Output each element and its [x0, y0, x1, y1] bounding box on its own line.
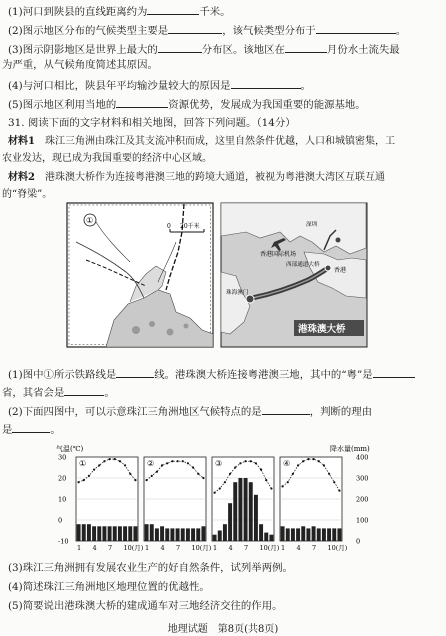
- precip-bar: [249, 482, 253, 541]
- month-tick-label: 7: [176, 544, 181, 552]
- q2-text: (2)图示地区分布的气候类型主要是: [8, 25, 169, 37]
- temp-point: [297, 464, 299, 466]
- precip-bar: [213, 535, 217, 541]
- temp-axis-title: 气温(℃): [56, 445, 84, 453]
- temp-tick-label: 10: [58, 495, 67, 504]
- temp-tick-label: 20: [58, 474, 67, 483]
- temp-tick-label: 0: [58, 516, 63, 525]
- precip-bar: [296, 528, 300, 541]
- temp-point: [318, 460, 320, 462]
- precip-tick-label: 400: [356, 453, 369, 462]
- q31-2-text: (2)下面四图中，可以示意珠江三角洲地区气候特点的是: [8, 406, 262, 418]
- temp-point: [129, 473, 131, 475]
- month-tick-label: 1: [145, 544, 150, 552]
- q3-text-mid: 分布区。该地区在: [201, 44, 285, 56]
- precip-bar: [269, 535, 273, 541]
- temp-point: [281, 485, 283, 487]
- temp-point: [202, 477, 204, 479]
- q31-1-text: (1)图中①所示铁路线是: [8, 369, 117, 381]
- precip-bar: [123, 526, 127, 541]
- month-tick-label: 7: [244, 544, 249, 552]
- q-line-4: 为严重，从气候角度简述其原因。: [2, 59, 158, 71]
- month-tick-label: 1: [77, 544, 82, 552]
- q31-5: (5)简要说出港珠澳大桥的建成通车对三地经济交往的作用。: [8, 600, 283, 612]
- precip-tick-label: 200: [356, 495, 369, 504]
- precip-bar: [155, 528, 159, 541]
- precip-bar: [170, 528, 174, 541]
- temp-point: [134, 479, 136, 481]
- panel-label: ③: [215, 459, 223, 468]
- temp-point: [265, 479, 267, 481]
- precip-bar: [186, 528, 190, 541]
- precip-bar: [191, 528, 195, 541]
- precip-bar: [327, 528, 331, 541]
- temp-point: [161, 464, 163, 466]
- precip-bar: [317, 528, 321, 541]
- q31-1-line-2: [2, 384, 446, 400]
- temp-point: [108, 458, 110, 460]
- temp-point: [229, 473, 231, 475]
- temp-point: [333, 481, 335, 483]
- precip-bar: [165, 528, 169, 541]
- material-1-line-2: 农业发达，现已成为我国重要的经济中心区域。: [2, 153, 212, 164]
- temp-point: [114, 458, 116, 460]
- q3-text: (3)图示阴影地区是世界上最大的: [8, 44, 158, 56]
- temp-point: [192, 466, 194, 468]
- temp-point: [270, 487, 272, 489]
- page-footer: 地理试题 第8页(共8页): [167, 624, 279, 635]
- precip-bar: [281, 526, 285, 541]
- q-line-3: [8, 41, 446, 57]
- answer-blank[interactable]: [262, 403, 310, 415]
- answer-blank[interactable]: [116, 96, 168, 108]
- scale-end-label: 20千米: [180, 223, 200, 230]
- temp-point: [182, 460, 184, 462]
- precip-bar: [118, 526, 122, 541]
- temp-point: [328, 473, 330, 475]
- panel-label: ②: [147, 459, 155, 468]
- answer-blank[interactable]: [116, 366, 154, 378]
- temp-point: [338, 490, 340, 492]
- temp-point: [213, 492, 215, 494]
- pearl-river-delta-maps: [66, 202, 368, 348]
- answer-blank[interactable]: [12, 421, 50, 433]
- temp-point: [307, 458, 309, 460]
- precip-bar: [286, 528, 290, 541]
- material-2-line-2: 的“脊梁”。: [2, 189, 53, 200]
- temp-point: [93, 469, 95, 471]
- q-line-1: [8, 3, 446, 19]
- q5-text: (5)图示地区利用当地的: [8, 99, 117, 111]
- precip-bar: [196, 528, 200, 541]
- airport-label: 香港国际机场: [260, 251, 297, 258]
- q31-2-line-2: [2, 421, 446, 437]
- precip-tick-label: 100: [356, 516, 369, 525]
- precip-bar: [181, 528, 185, 541]
- precip-axis-title: 降水量(mm): [330, 445, 370, 453]
- temp-point: [197, 473, 199, 475]
- temp-point: [224, 481, 226, 483]
- temp-point: [145, 479, 147, 481]
- period: 。: [395, 25, 407, 37]
- material-2-text: 港珠澳大桥作为连接粤港澳三地的跨境大通道，被视为粤港澳大湾区互联互通: [44, 172, 385, 183]
- q31-4: (4)简述珠江三角洲地区地理位置的优越性。: [8, 581, 210, 593]
- temp-point: [77, 481, 79, 483]
- answer-blank[interactable]: [158, 41, 202, 53]
- temp-point: [239, 462, 241, 464]
- railway-map: [67, 203, 213, 347]
- answer-blank[interactable]: [231, 77, 301, 89]
- period: 。: [50, 424, 61, 436]
- month-tick-label: 10(月): [191, 544, 212, 552]
- zhuhai-macao-label: 珠海澳门: [226, 290, 249, 296]
- temp-point: [287, 481, 289, 483]
- temp-point: [323, 464, 325, 466]
- month-tick-label: 10(月): [259, 544, 280, 552]
- answer-blank[interactable]: [147, 3, 199, 15]
- precip-bar: [77, 524, 81, 541]
- precip-bar: [218, 531, 222, 542]
- q-line-6: [8, 96, 446, 112]
- precip-bar: [337, 528, 341, 541]
- q31-3: (3)珠江三角洲拥有发展农业生产的好自然条件，试列举两例。: [8, 562, 293, 574]
- climate-panel: [212, 457, 280, 552]
- temp-point: [176, 460, 178, 462]
- precip-bar: [92, 526, 96, 541]
- month-tick-label: 4: [92, 544, 97, 552]
- material-1-line-1: [8, 135, 446, 149]
- precip-bar: [102, 526, 106, 541]
- month-tick-label: 4: [160, 544, 165, 552]
- climate-panel: [280, 457, 348, 552]
- temp-point: [292, 473, 294, 475]
- period: 。: [300, 80, 311, 92]
- precip-bar: [108, 526, 112, 541]
- month-tick-label: 10(月): [327, 544, 348, 552]
- precip-bar: [332, 528, 336, 541]
- precip-bar: [312, 526, 316, 541]
- precip-bar: [291, 528, 295, 541]
- climate-panel: [76, 457, 144, 552]
- precip-tick-label: 300: [356, 474, 369, 483]
- precip-bar: [306, 528, 310, 541]
- precip-bar: [301, 526, 305, 541]
- q31-2-line-1: [8, 403, 446, 419]
- precip-bar: [82, 524, 86, 541]
- temp-point: [171, 460, 173, 462]
- answer-blank[interactable]: [373, 366, 415, 378]
- material-2-line-1: [8, 171, 446, 185]
- railway-1-label: ①: [86, 216, 94, 225]
- temp-point: [219, 487, 221, 489]
- precip-bar: [150, 524, 154, 541]
- temp-point: [260, 469, 262, 471]
- temp-point: [103, 460, 105, 462]
- q-line-2: [8, 22, 446, 38]
- q1-unit: 千米。: [199, 6, 231, 18]
- q31-2-text-mid: ，判断的理由: [309, 406, 373, 418]
- temp-point: [302, 460, 304, 462]
- temp-point: [187, 462, 189, 464]
- q3-text-end: 月份水土流失最: [326, 44, 400, 56]
- scale-zero-label: 0: [167, 223, 171, 230]
- temp-point: [312, 458, 314, 460]
- temp-tick-label: -10: [58, 537, 69, 546]
- precip-bar: [133, 526, 137, 541]
- precip-bar: [259, 524, 263, 541]
- q5-text-end: 资源优势，发展成为我国重要的能源基地。: [168, 99, 366, 111]
- q31-1-text-mid: 线。港珠澳大桥连接粤港澳三地，其中的“粤”是: [154, 369, 373, 381]
- month-tick-label: 7: [108, 544, 113, 552]
- answer-blank[interactable]: [316, 22, 396, 34]
- month-tick-label: 10(月): [123, 544, 144, 552]
- q31-2-text-2: 是: [2, 424, 13, 436]
- temp-axis-ticks: [58, 454, 68, 546]
- answer-blank[interactable]: [64, 384, 104, 396]
- month-tick-label: 4: [228, 544, 233, 552]
- precip-bar: [254, 495, 258, 541]
- period: 。: [104, 387, 115, 399]
- precip-bar: [322, 528, 326, 541]
- panel-label: ④: [283, 459, 291, 468]
- temp-point: [244, 460, 246, 462]
- climate-charts: [54, 443, 380, 553]
- precip-bar: [223, 524, 227, 541]
- material-1-label: 材料1: [8, 136, 35, 147]
- precip-bar: [176, 528, 180, 541]
- material-2-label: 材料2: [8, 172, 35, 183]
- q4-text: (4)与河口相比，陕县年平均输沙量较大的原因是: [8, 80, 231, 92]
- temp-point: [88, 475, 90, 477]
- bridge-title-label: 港珠澳大桥: [298, 324, 346, 335]
- month-tick-label: 1: [213, 544, 218, 552]
- temp-point: [119, 460, 121, 462]
- precip-bar: [264, 533, 268, 541]
- month-tick-label: 7: [312, 544, 317, 552]
- q31-heading: 31. 阅读下面的文字材料和相关地图，回答下列问题。（14分）: [8, 117, 296, 129]
- shenzhen-label: 深圳: [306, 222, 318, 228]
- climate-panels: [76, 457, 348, 552]
- temp-point: [166, 462, 168, 464]
- q1-text: (1)河口到陕县的直线距离约为: [8, 6, 148, 18]
- precip-bar: [244, 478, 248, 541]
- q-line-5: [8, 77, 446, 93]
- material-1-text: 珠江三角洲由珠江及其支流冲积而成，这里自然条件优越，人口和城镇密集，工: [44, 136, 395, 147]
- precip-bar: [201, 526, 205, 541]
- temp-point: [234, 466, 236, 468]
- month-tick-label: 1: [281, 544, 286, 552]
- temp-point: [156, 471, 158, 473]
- precip-bar: [87, 524, 91, 541]
- temp-point: [83, 479, 85, 481]
- temp-point: [255, 462, 257, 464]
- precip-bar: [145, 524, 149, 541]
- precip-bar: [228, 503, 232, 541]
- climate-panel: [144, 457, 212, 552]
- precip-bar: [113, 526, 117, 541]
- precip-bar: [160, 526, 164, 541]
- precip-bar: [238, 478, 242, 541]
- precip-bar: [233, 482, 237, 541]
- precip-bar: [97, 526, 101, 541]
- hongkong-label: 香港: [334, 267, 347, 274]
- temp-point: [250, 460, 252, 462]
- month-tick-label: 4: [296, 544, 301, 552]
- panel-label: ①: [79, 459, 87, 468]
- temp-point: [98, 464, 100, 466]
- precip-tick-label: 0: [356, 537, 361, 546]
- temp-point: [124, 464, 126, 466]
- west-channel-label: 西部通道大桥: [286, 262, 320, 268]
- temp-tick-label: 30: [58, 453, 67, 462]
- q31-1-text-2: 省，其省会是: [2, 387, 65, 399]
- precip-bar: [128, 526, 132, 541]
- bridge-map: [221, 203, 367, 347]
- answer-blank[interactable]: [168, 22, 222, 34]
- q31-1-line-1: [8, 366, 446, 382]
- precip-axis-ticks: [356, 454, 368, 546]
- temp-point: [151, 475, 153, 477]
- answer-blank[interactable]: [285, 41, 327, 53]
- q2-text-mid: ，该气候类型分布于: [222, 25, 316, 37]
